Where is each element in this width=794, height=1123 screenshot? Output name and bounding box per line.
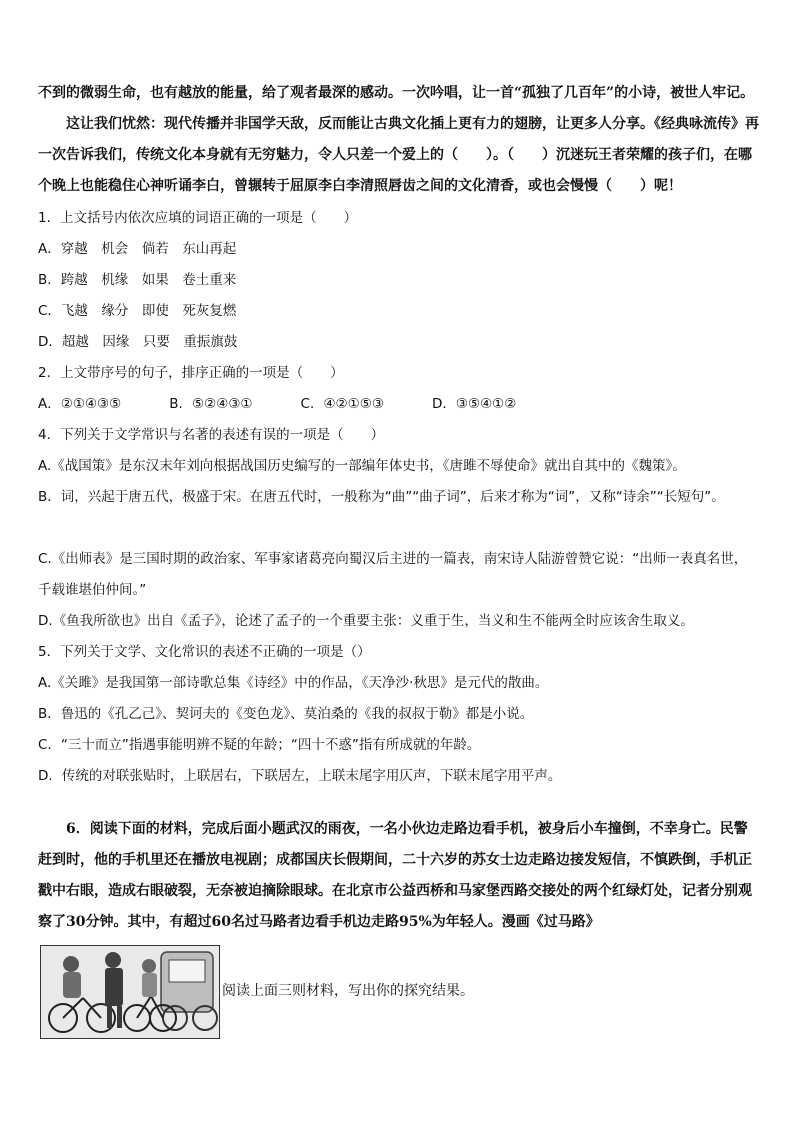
question-5-option-c: C．“三十而立”指遇事能明辨不疑的年龄；“四十不惑”指有所成就的年龄。 <box>38 737 481 753</box>
passage-paragraph-2: 这让我们忧然：现代传播并非国学天敌，反而能让古典文化插上更有力的翅膀，让更多人分享。《经典咏流传》再一次告诉我们，传统文化本身就有无穷魅力，令人只差一个爱上的（ ）。（ ）沉迷玩王者荣耀的孩子们，在哪个晚上也能稳住心神听诵李白，曾辗转于屈原李白李清照唇齿之间的文化清香，或也会慢慢（ ）呢！ <box>38 116 759 194</box>
question-2-option-a: A．②①④③⑤ <box>38 396 122 412</box>
question-4-option-c: C.《出师表》是三国时期的政治家、军事家诸葛亮向蜀汉后主进的一篇表，南宋诗人陆游曾赞它说：“出师一表真名世，千载谁堪伯仲间。” <box>38 551 748 598</box>
cartoon-illustration <box>41 946 219 1038</box>
question-2-stem: 2．上文带序号的句子，排序正确的一项是（ ） <box>38 365 344 381</box>
question-4-option-d: D.《鱼我所欲也》出自《孟子》，论述了孟子的一个重要主张：义重于生，当义和生不能两全时应该舍生取义。 <box>38 613 694 629</box>
question-2-option-c: C．④②①⑤③ <box>300 396 384 412</box>
question-1-stem: 1．上文括号内依次应填的词语正确的一项是（ ） <box>38 210 358 226</box>
question-4-option-a: A.《战国策》是东汉末年刘向根据战国历史编写的一部编年体史书，《唐雎不辱使命》就出自其中的《魏策》。 <box>38 458 686 474</box>
cartoon-crossing-road-image <box>40 945 220 1039</box>
question-4-stem: 4．下列关于文学常识与名著的表述有误的一项是（ ） <box>38 427 385 443</box>
question-2-option-b: B．⑤②④③① <box>169 396 253 412</box>
question-5-option-b: B．鲁迅的《孔乙己》、契诃夫的《变色龙》、莫泊桑的《我的叔叔于勒》都是小说。 <box>38 706 534 722</box>
question-5-option-d: D．传统的对联张贴时，上联居右，下联居左，上联末尾字用仄声，下联末尾字用平声。 <box>38 768 562 784</box>
question-1-option-d: D．超越 因缘 只要 重振旗鼓 <box>38 334 238 350</box>
question-5-stem: 5．下列关于文学、文化常识的表述不正确的一项是（） <box>38 644 371 660</box>
passage-line-1: 不到的微弱生命，也有越放的能量，给了观者最深的感动。一次吟唱，让一首“孤独了几百年”的小诗，被世人牢记。 <box>38 85 755 101</box>
question-6-stem: 6．阅读下面的材料，完成后面小题武汉的雨夜，一名小伙边走路边看手机，被身后小车撞倒，不幸身亡。民警赶到时，他的手机里还在播放电视剧；成都国庆长假期间，二十六岁的苏女士边走路边接发短信，不慎跌倒，手机正戳中右眼，造成右眼破裂，无奈被迫摘除眼球。在北京市公益西桥和马家堡西路交接处的两个红绿灯处，记者分别观察了30分钟。其中，有超过60名过马路者边看手机边走路95%为年轻人。漫画《过马路》 <box>38 821 752 930</box>
question-1-option-c: C．飞越 缘分 即使 死灰复燃 <box>38 303 237 319</box>
question-6-caption: 阅读上面三则材料，写出你的探究结果。 <box>222 983 474 999</box>
question-1-option-a: A．穿越 机会 倘若 东山再起 <box>38 241 237 257</box>
question-5-option-a: A.《关雎》是我国第一部诗歌总集《诗经》中的作品，《天净沙·秋思》是元代的散曲。 <box>38 675 549 691</box>
question-1-option-b: B．跨越 机缘 如果 卷土重来 <box>38 272 237 288</box>
question-2-option-d: D．③⑤④①② <box>431 396 517 412</box>
question-4-option-b: B．词，兴起于唐五代，极盛于宋。在唐五代时，一般称为“曲”“曲子词”，后来才称为“词”，又称“诗余”“长短句”。 <box>38 489 725 505</box>
question-2-options <box>38 389 760 420</box>
